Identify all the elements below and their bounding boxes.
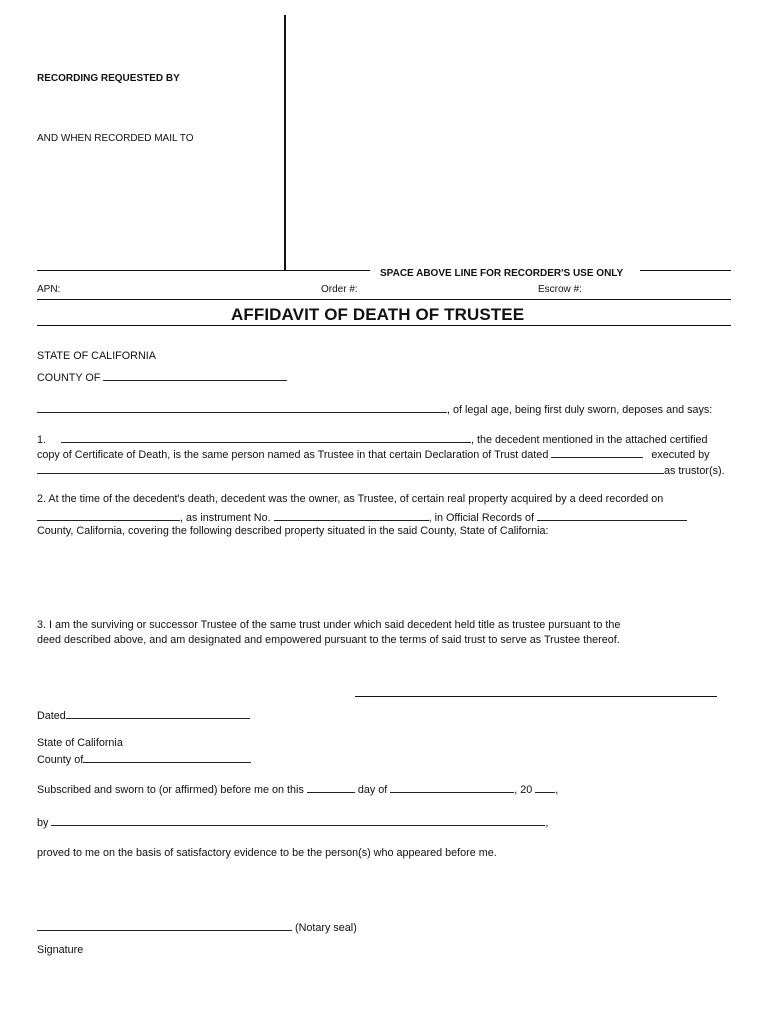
year-suffix: , xyxy=(555,784,559,796)
recorder-line-right xyxy=(640,270,731,271)
para1-line2-suffix: executed by xyxy=(651,449,710,461)
year-prefix: , 20 xyxy=(514,784,533,796)
subscribed-row xyxy=(37,781,558,796)
year-blank[interactable] xyxy=(535,781,555,793)
recording-requested-by: RECORDING REQUESTED BY xyxy=(37,73,180,84)
county-blank[interactable] xyxy=(103,369,287,381)
header-divider xyxy=(284,15,286,271)
notary-row xyxy=(37,919,357,934)
by-row xyxy=(37,814,548,829)
document-title: AFFIDAVIT OF DEATH OF TRUSTEE xyxy=(231,305,525,324)
para1-line2-text: copy of Certificate of Death, is the same person named as Trustee in that certain Declaration of Trust dated xyxy=(37,449,549,461)
jurat-county-label: County of xyxy=(37,754,84,766)
para1-line3 xyxy=(37,462,725,477)
day-of-label: day of xyxy=(357,784,388,796)
para3-line1: 3. I am the surviving or successor Trustee of the same trust under which said decedent held title as trustee pursuant to the xyxy=(37,619,621,631)
recorded-date-blank[interactable] xyxy=(37,509,180,521)
escrow-label: Escrow #: xyxy=(538,284,582,295)
decedent-name-blank[interactable] xyxy=(61,431,471,443)
venue-county-row xyxy=(37,369,287,384)
para1-line1 xyxy=(37,431,708,446)
venue-county-label: COUNTY OF xyxy=(37,372,101,384)
header-rule-bottom xyxy=(37,325,731,326)
para2-line1: 2. At the time of the decedent's death, decedent was the owner, as Trustee, of certain real property acquired by a deed recorded on xyxy=(37,493,664,505)
day-blank[interactable] xyxy=(307,781,355,793)
para2-line2-a: , as instrument No. xyxy=(180,512,271,524)
jurat-state: State of California xyxy=(37,737,123,749)
deponent-suffix: , of legal age, being first duly sworn, deposes and says: xyxy=(447,404,713,416)
para2-line3: County, California, covering the following described property situated in the said County, State of California: xyxy=(37,525,549,537)
mail-to-label: AND WHEN RECORDED MAIL TO xyxy=(37,133,194,144)
para3-line2: deed described above, and am designated and empowered pursuant to the terms of said trust to serve as Trustee thereof. xyxy=(37,634,620,646)
instrument-number-blank[interactable] xyxy=(274,509,429,521)
para1-line2 xyxy=(37,446,710,461)
signature-label: Signature xyxy=(37,944,84,956)
deponent-name-blank[interactable] xyxy=(37,401,447,413)
recorders-use-label: SPACE ABOVE LINE FOR RECORDER'S USE ONLY xyxy=(380,268,624,279)
jurat-county-blank[interactable] xyxy=(83,751,251,763)
trustor-blank[interactable] xyxy=(37,462,664,474)
month-blank[interactable] xyxy=(390,781,514,793)
dated-blank[interactable] xyxy=(66,707,250,719)
para1-number: 1. xyxy=(37,434,47,446)
by-blank[interactable] xyxy=(51,814,545,826)
dated-label: Dated xyxy=(37,710,66,722)
by-label: by xyxy=(37,817,49,829)
header-rule-top xyxy=(37,299,731,300)
order-label: Order #: xyxy=(321,284,358,295)
deponent-row xyxy=(37,401,712,416)
subscribed-text: Subscribed and sworn to (or affirmed) before me on this xyxy=(37,784,304,796)
proved-text: proved to me on the basis of satisfactory evidence to be the person(s) who appeared before me. xyxy=(37,847,497,859)
recorder-line-left xyxy=(37,270,286,271)
notary-signature-blank[interactable] xyxy=(37,919,292,931)
jurat-county-row xyxy=(37,751,251,766)
para2-line2 xyxy=(37,509,687,524)
by-suffix: , xyxy=(545,817,549,829)
affiant-signature-line[interactable] xyxy=(355,696,717,697)
para2-line2-b: , in Official Records of xyxy=(428,512,535,524)
recorder-line-mid xyxy=(286,270,370,271)
notary-seal-label: (Notary seal) xyxy=(295,922,357,934)
apn-label: APN: xyxy=(37,284,61,295)
para1-line3-suffix: as trustor(s). xyxy=(664,465,725,477)
trust-date-blank[interactable] xyxy=(551,446,643,458)
official-records-county-blank[interactable] xyxy=(537,509,687,521)
dated-row xyxy=(37,707,250,722)
venue-state: STATE OF CALIFORNIA xyxy=(37,350,156,362)
para1-line1-suffix: , the decedent mentioned in the attached certified xyxy=(471,434,708,446)
